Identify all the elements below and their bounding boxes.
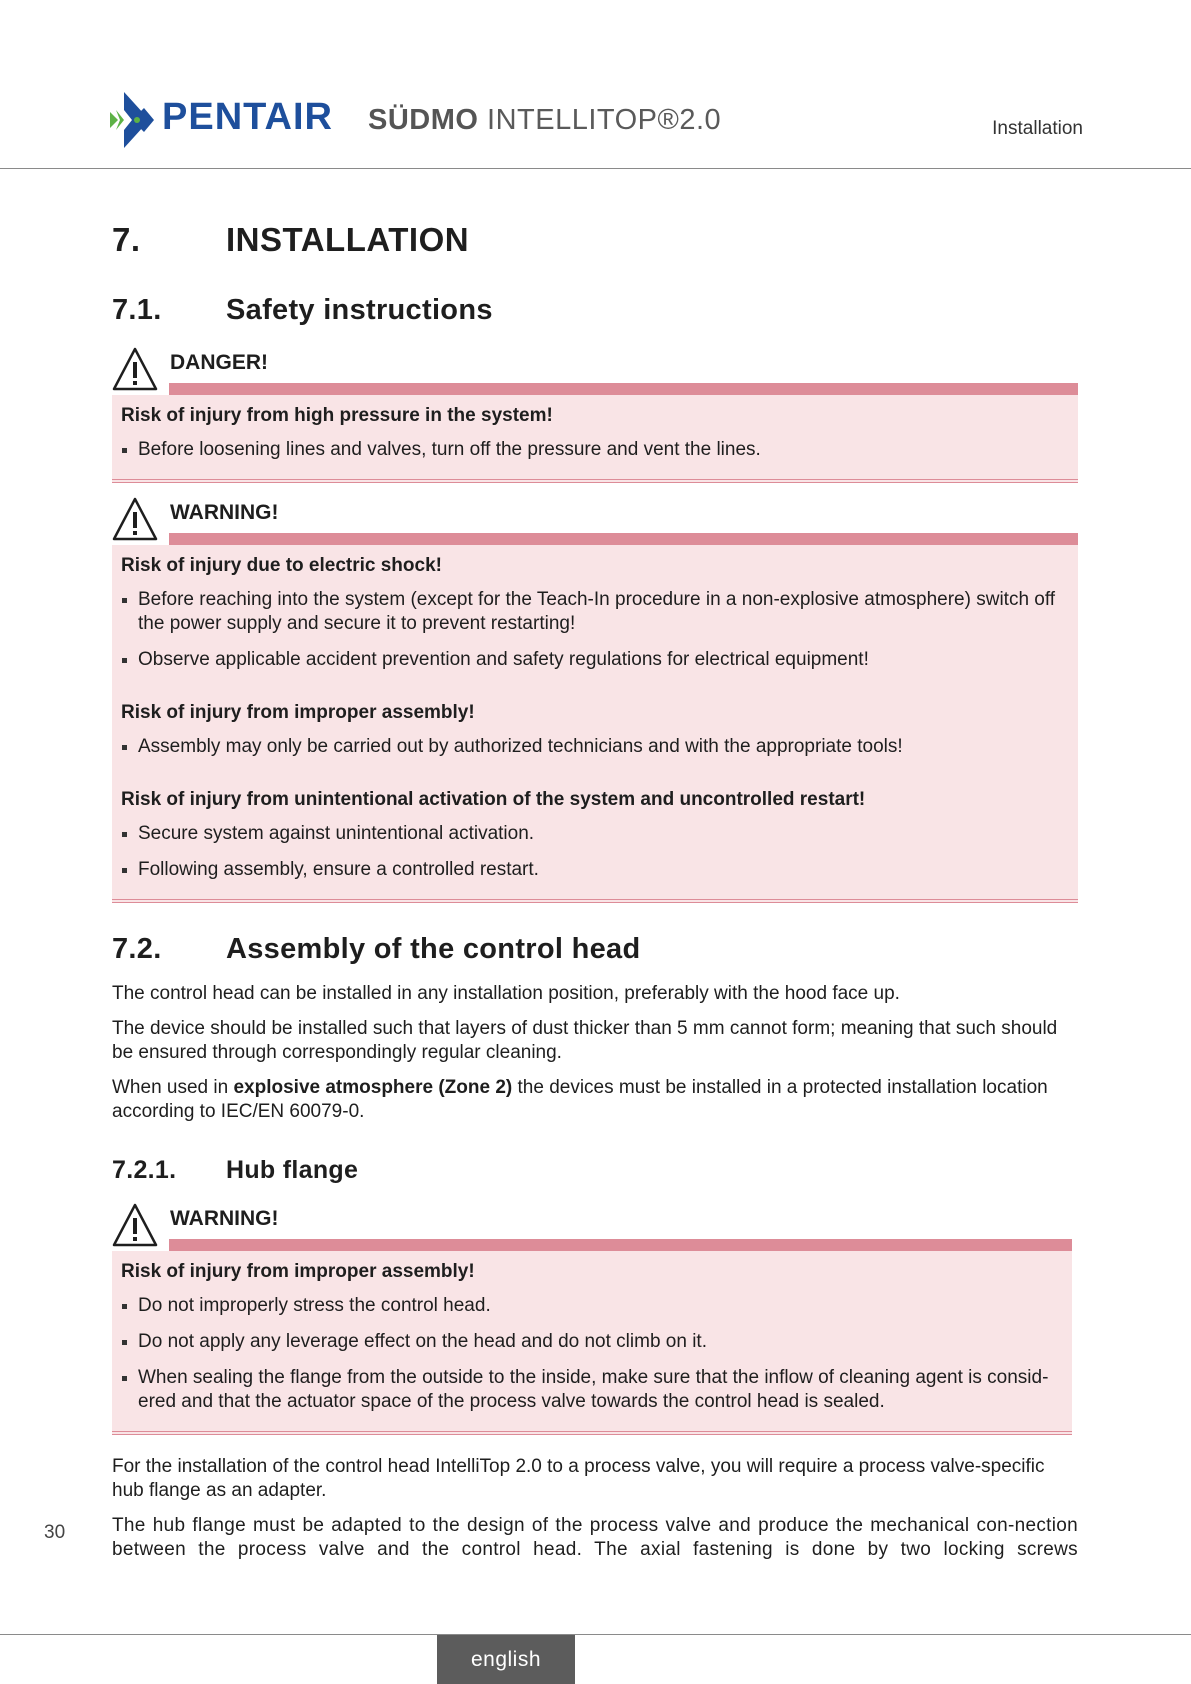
paragraph-text: When used in (112, 1077, 234, 1098)
section-number: 7.1. (112, 294, 162, 326)
notice-bar (169, 533, 1078, 545)
risk-heading: Risk of injury from improper assembly! (121, 1261, 475, 1282)
chapter-title: INSTALLATION (226, 221, 470, 258)
bullet-list (121, 438, 1068, 462)
notice-bar (169, 1239, 1072, 1251)
paragraph: The device should be installed such that layers of dust thicker than 5 mm cannot form; meaning that such should be ensured through correspondingly regular cleaning. (112, 1018, 1058, 1063)
bullet-list (121, 822, 1068, 882)
warning-triangle-icon (112, 347, 158, 391)
list-item: Before loosening lines and valves, turn off the pressure and vent the lines. (121, 438, 1068, 462)
brand-name: PENTAIR (162, 96, 333, 138)
danger-notice (112, 347, 1078, 483)
section-heading-7-2 (112, 933, 1078, 966)
chapter-heading (112, 210, 1078, 270)
notice-bar (169, 383, 1078, 395)
notice-header (112, 1203, 1072, 1251)
warning-notice (112, 1203, 1072, 1435)
list-item: Secure system against unintentional activation. (121, 822, 1068, 846)
paragraph-text: the devices must be installed in a protected installation location according to IEC/EN 60079-0. (112, 1077, 1048, 1122)
notice-header (112, 497, 1078, 545)
section-number: 7.2. (112, 933, 162, 965)
list-item: Following assembly, ensure a controlled restart. (121, 858, 1068, 882)
list-item: Assembly may only be carried out by authorized technicians and with the appropriate tools! (121, 735, 1068, 759)
section-title: Hub flange (226, 1156, 359, 1184)
section-heading-7-2-1 (112, 1156, 1078, 1185)
section-heading-7-1 (112, 294, 1078, 327)
section-title: Assembly of the control head (226, 933, 641, 965)
paragraph (112, 1076, 1078, 1124)
notice-title: WARNING! (170, 1207, 279, 1230)
notice-body (112, 545, 1078, 903)
risk-heading: Risk of injury from improper assembly! (121, 702, 475, 723)
paragraph: The control head can be installed in any installation position, preferably with the hood face up. (112, 983, 900, 1004)
notice-title: DANGER! (170, 351, 268, 374)
bullet-list (121, 735, 1068, 759)
warning-triangle-icon (112, 1203, 158, 1247)
list-item: When sealing the flange from the outside to the inside, make sure that the inflow of cleaning agent is consid-ered and that the actuator space of the process valve towards the control head is sealed. (121, 1366, 1062, 1414)
language-tab: english (437, 1635, 575, 1684)
risk-heading: Risk of injury from unintentional activation of the system and uncontrolled restart! (121, 789, 866, 810)
notice-header (112, 347, 1078, 395)
page-content (112, 210, 1078, 1573)
section-title: Safety instructions (226, 294, 493, 326)
warning-triangle-icon (112, 497, 158, 541)
list-item: Before reaching into the system (except for the Teach-In procedure in a non-explosive atmosphere) switch off the power supply and secure it to prevent restarting! (121, 588, 1068, 636)
paragraph-emphasis: explosive atmosphere (Zone 2) (233, 1077, 513, 1098)
pentair-logo-icon (110, 92, 158, 148)
section-7-2-body (112, 982, 1078, 1124)
paragraph: For the installation of the control head IntelliTop 2.0 to a process valve, you will require a process valve-specific hub flange as an adapter. (112, 1456, 1045, 1501)
paragraph: The hub flange must be adapted to the design of the process valve and produce the mechanical con-nection between the process valve and the control head. The axial fastening is done by two locking screws (112, 1515, 1078, 1560)
list-item: Observe applicable accident prevention and safety regulations for electrical equipment! (121, 648, 1068, 672)
notice-title: WARNING! (170, 501, 279, 524)
page-header (0, 0, 1191, 169)
notice-body (112, 1251, 1072, 1435)
page-number: 30 (44, 1522, 66, 1543)
bullet-list (121, 1294, 1062, 1414)
notice-body (112, 395, 1078, 483)
product-prefix: SÜDMO (368, 104, 479, 136)
section-7-2-1-body (112, 1455, 1078, 1562)
section-number: 7.2.1. (112, 1156, 177, 1184)
warning-notice (112, 497, 1078, 903)
product-title: INTELLITOP®2.0 (478, 104, 722, 136)
header-section-label: Installation (992, 118, 1083, 139)
list-item: Do not apply any leverage effect on the head and do not climb on it. (121, 1330, 1062, 1354)
risk-heading: Risk of injury due to electric shock! (121, 555, 442, 576)
list-item: Do not improperly stress the control head. (121, 1294, 1062, 1318)
product-name (368, 104, 721, 137)
risk-heading: Risk of injury from high pressure in the system! (121, 405, 553, 426)
footer-divider (0, 1634, 1191, 1635)
bullet-list (121, 588, 1068, 672)
chapter-number: 7. (112, 221, 141, 258)
